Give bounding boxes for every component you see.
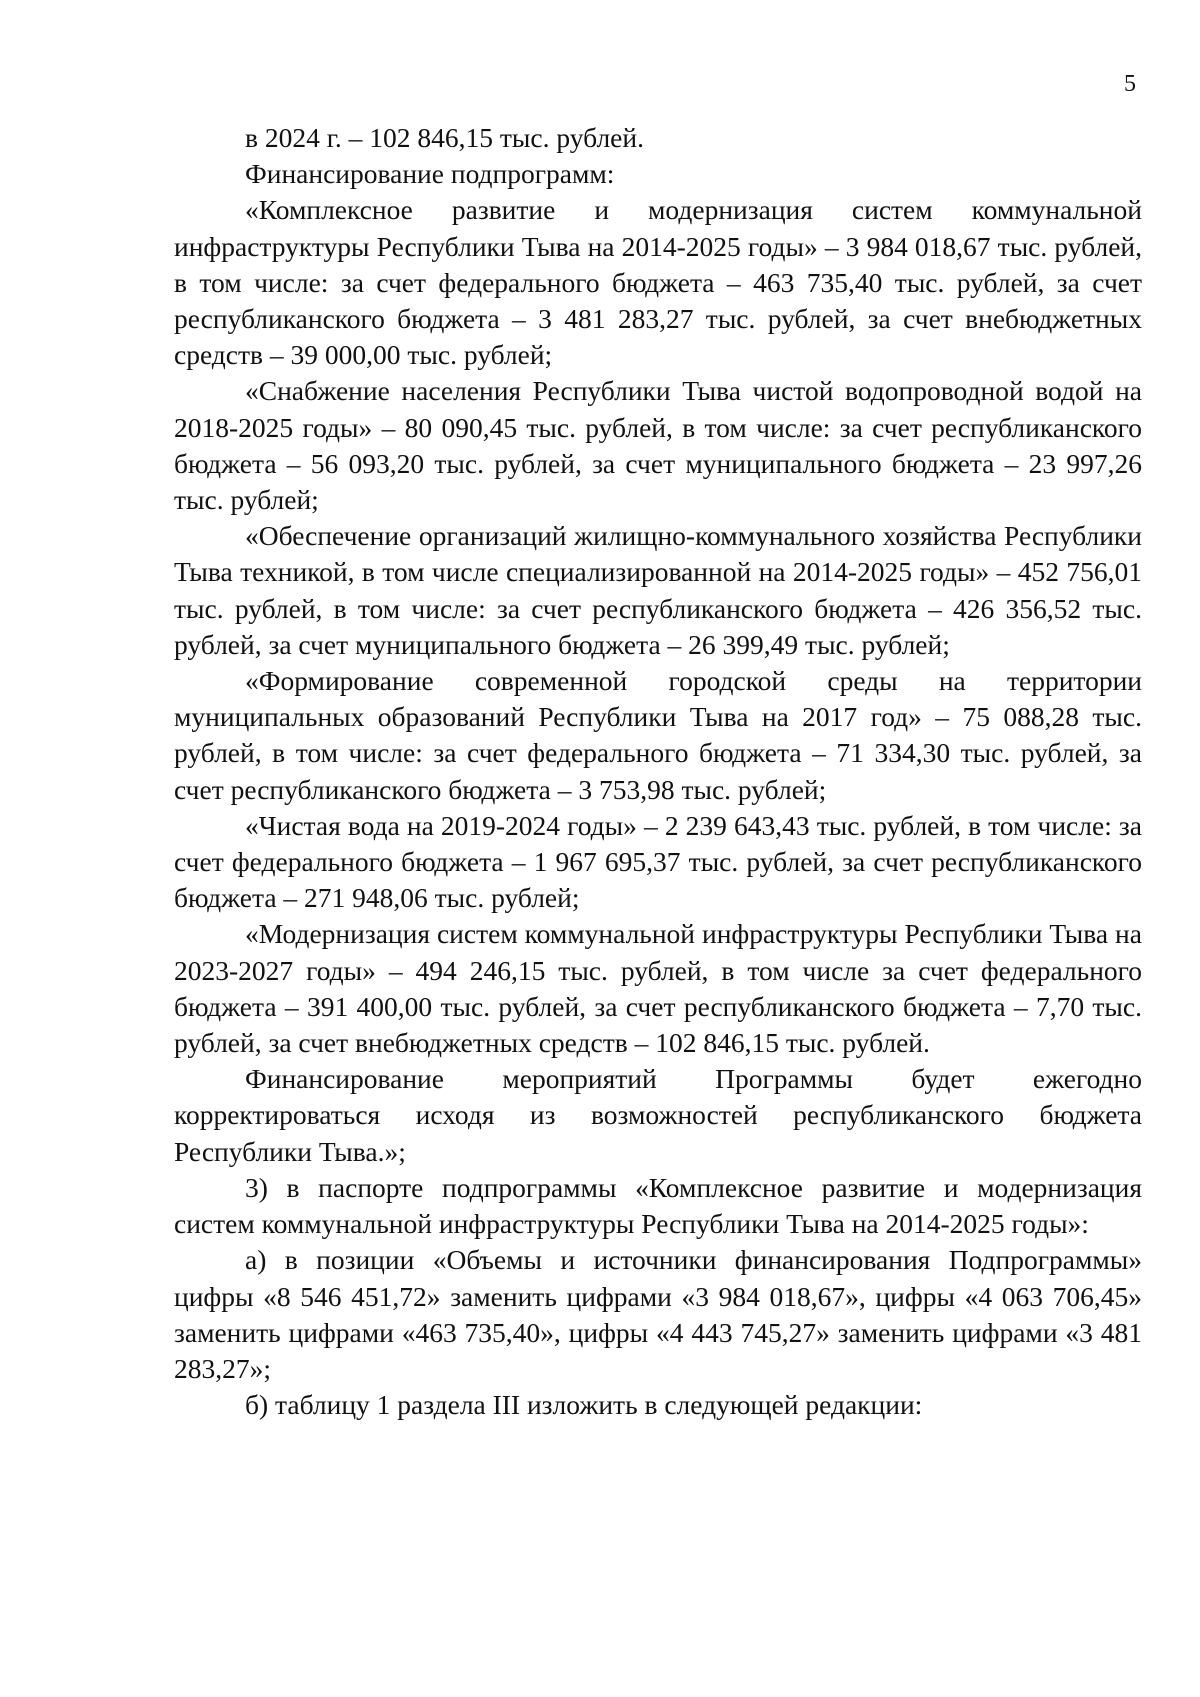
paragraph: а) в позиции «Объемы и источники финансирования Подпрограммы» цифры «8 546 451,72» заменить цифрами «3 984 018,67», цифры «4 063 706,45» заменить цифрами «463 735,40», цифры «4 443 745,27» заменить цифрами «3 481 283,27»; bbox=[174, 1244, 1142, 1384]
paragraph: «Снабжение населения Республики Тыва чистой водопроводной водой на 2018-2025 годы» – 80 090,45 тыс. рублей, в том числе: за счет республиканского бюджета – 56 093,20 тыс. рублей, за счет муниципального бюджета – 23 997,26 тыс. рублей; bbox=[174, 375, 1142, 516]
paragraph: Финансирование мероприятий Программы будет ежегодно корректироваться исходя из возможностей республиканского бюджета Республики Тыва.»; bbox=[174, 1063, 1142, 1167]
paragraph: 3) в паспорте подпрограммы «Комплексное развитие и модернизация систем коммунальной инфраструктуры Республики Тыва на 2014-2025 годы»: bbox=[174, 1171, 1142, 1240]
paragraph: в 2024 г. – 102 846,15 тыс. рублей. bbox=[245, 122, 644, 153]
paragraph: «Модернизация систем коммунальной инфраструктуры Республики Тыва на 2023-2027 годы» – 494 246,15 тыс. рублей, в том числе за счет федерального бюджета – 391 400,00 тыс. рублей, за счет республиканского бюджета – 7,70 тыс. рублей, за счет внебюджетных средств – 102 846,15 тыс. рублей. bbox=[174, 918, 1142, 1059]
paragraph: б) таблицу 1 раздела III изложить в следующей редакции: bbox=[245, 1389, 923, 1421]
paragraph: Финансирование подпрограмм: bbox=[245, 158, 615, 190]
document-body bbox=[174, 120, 1142, 1423]
paragraph: «Формирование современной городской среды на территории муниципальных образований Республики Тыва на 2017 год» – 75 088,28 тыс. рублей, в том числе: за счет федерального бюджета – 71 334,30 тыс. рублей, за счет республиканского бюджета – 3 753,98 тыс. рублей; bbox=[174, 665, 1142, 805]
paragraph: «Обеспечение организаций жилищно-коммунального хозяйства Республики Тыва техникой, в том числе специализированной на 2014-2025 годы» – 452 756,01 тыс. рублей, в том числе: за счет республиканского бюджета – 426 356,52 тыс. рублей, за счет муниципального бюджета – 26 399,49 тыс. рублей; bbox=[174, 520, 1142, 660]
paragraph: «Чистая вода на 2019-2024 годы» – 2 239 643,43 тыс. рублей, в том числе: за счет федерального бюджета – 1 967 695,37 тыс. рублей, за счет республиканского бюджета – 271 948,06 тыс. рублей; bbox=[174, 809, 1142, 914]
paragraph: «Комплексное развитие и модернизация систем коммунальной инфраструктуры Республики Тыва на 2014-2025 годы» – 3 984 018,67 тыс. рублей, в том числе: за счет федерального бюджета – 463 735,40 тыс. рублей, за счет республиканского бюджета – 3 481 283,27 тыс. рублей, за счет внебюджетных средств – 39 000,00 тыс. рублей; bbox=[174, 194, 1142, 371]
page-number: 5 bbox=[1124, 71, 1136, 97]
